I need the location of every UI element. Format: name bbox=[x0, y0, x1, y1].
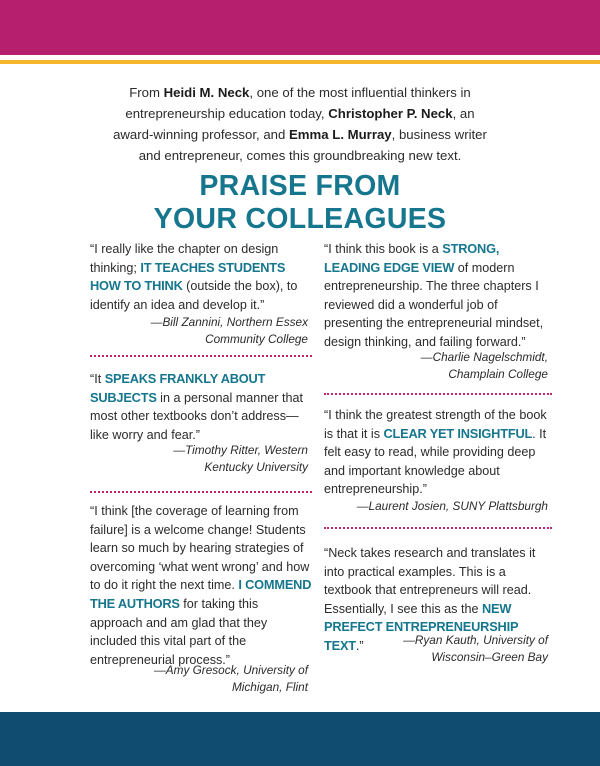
heading-line-2: YOUR COLLEAGUES bbox=[153, 203, 447, 235]
praise-heading bbox=[0, 170, 600, 236]
quote-ritter: “It SPEAKS FRANKLY ABOUT SUBJECTS in a personal manner that most other textbooks don’t address—like worry and fear.” bbox=[90, 371, 303, 442]
quote-highlight: SPEAKS FRANKLY ABOUT SUBJECTS bbox=[90, 371, 266, 405]
quote-highlight: IT TEACHES STUDENTS HOW TO THINK bbox=[90, 259, 286, 294]
dotted-divider bbox=[324, 393, 552, 395]
intro-paragraph: From Heidi M. Neck, one of the most influential thinkers in entrepreneurship education today, Christopher P. Neck, an award-winning professor, and Emma L. Murray, business writer and entrepreneur, comes this groundbreaking new text. bbox=[113, 85, 487, 163]
dotted-divider bbox=[90, 355, 312, 357]
attribution-josien: —Laurent Josien, SUNY Plattsburgh bbox=[356, 499, 548, 513]
quote-gresock: “I think [the coverage of learning from failure] is a welcome change! Students learn so much by hearing strategies of overcoming ‘what went wrong’ and how to do it right the next time. I COMMEND THE AUTHORS for taking this approach and am glad that they included this vital part of the entrepreneurial process.” bbox=[90, 504, 312, 667]
dotted-divider bbox=[90, 491, 312, 493]
quote-zannini: “I really like the chapter on design thinking; IT TEACHES STUDENTS HOW TO THINK (outside the box), to identify an idea and develop it.” bbox=[90, 242, 298, 312]
attribution-kauth: —Ryan Kauth, University of Wisconsin–Green Bay bbox=[403, 633, 548, 664]
quote-nagelschmidt: “I think this book is a STRONG, LEADING EDGE VIEW of modern entrepreneurship. The three chapters I reviewed did a wonderful job of presenting the entrepreneurial mindset, design thinking, and failing forward.” bbox=[324, 241, 544, 349]
author-name-emma: Emma L. Murray bbox=[289, 127, 392, 142]
quote-highlight: STRONG, LEADING EDGE VIEW bbox=[324, 241, 500, 275]
heading-line-1: PRAISE FROM bbox=[199, 170, 401, 202]
author-name-heidi: Heidi M. Neck bbox=[163, 85, 250, 100]
quote-highlight: I COMMEND THE AUTHORS bbox=[90, 577, 312, 611]
quote-highlight: CLEAR YET INSIGHTFUL bbox=[383, 425, 533, 441]
quote-highlight: NEW PREFECT ENTREPRENEURSHIP TEXT bbox=[324, 600, 519, 653]
attribution-gresock: —Amy Gresock, University of Michigan, Flint bbox=[153, 663, 308, 694]
top-gold-rule bbox=[0, 60, 600, 64]
dotted-divider bbox=[324, 527, 552, 529]
attribution-nagelschmidt: —Charlie Nagelschmidt, Champlain College bbox=[420, 350, 548, 381]
author-name-christopher: Christopher P. Neck bbox=[328, 106, 453, 121]
top-magenta-band bbox=[0, 0, 600, 55]
bottom-navy-band bbox=[0, 712, 600, 766]
quote-kauth: “Neck takes research and translates it into practical examples. This is a textbook that entrepreneurs will read. Essentially, I see this as the NEW PREFECT ENTREPRENEURSHIP TEXT.” bbox=[324, 546, 536, 653]
attribution-zannini: —Bill Zannini, Northern Essex Community College bbox=[150, 315, 308, 346]
quote-josien: “I think the greatest strength of the book is that it is CLEAR YET INSIGHTFUL. It felt easy to read, while providing deep and important knowledge about entrepreneurship.” bbox=[324, 408, 547, 497]
attribution-ritter: —Timothy Ritter, Western Kentucky University bbox=[173, 443, 308, 474]
